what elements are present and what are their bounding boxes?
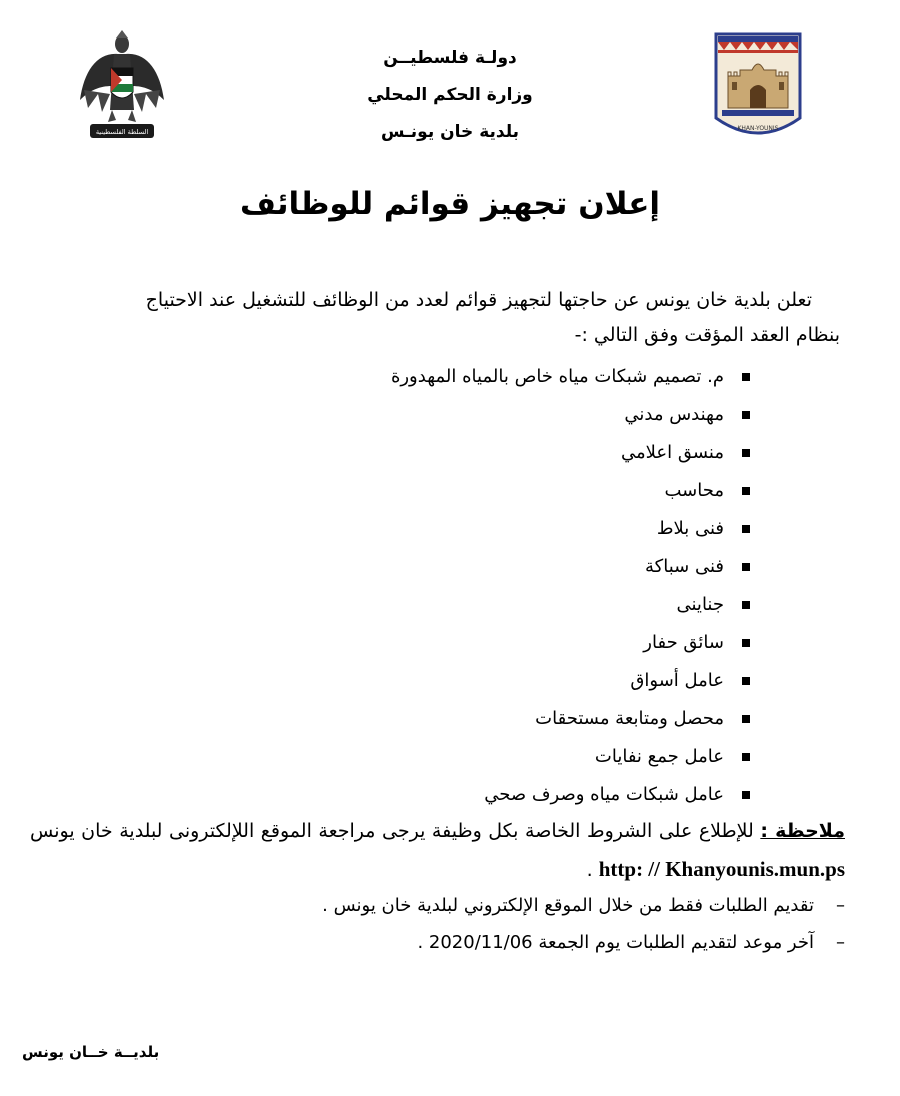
job-item <box>250 548 750 586</box>
square-bullet-icon <box>742 525 750 533</box>
job-title: مهندس مدني <box>624 404 724 425</box>
instruction-list <box>145 887 845 961</box>
intro-line-1: تعلن بلدية خان يونس عن حاجتها لتجهيز قوائم لعدد من الوظائف للتشغيل عند الاحتياج <box>145 289 812 311</box>
job-title: م. تصميم شبكات مياه خاص بالمياه المهدورة <box>390 366 724 387</box>
note-paragraph <box>30 812 845 889</box>
job-item <box>250 738 750 776</box>
dash-bullet-icon: – <box>836 895 845 916</box>
square-bullet-icon <box>742 639 750 647</box>
job-item <box>250 776 750 814</box>
job-title: محصل ومتابعة مستحقات <box>535 708 724 729</box>
khan-younis-municipality-emblem <box>712 30 804 148</box>
intro-line-2: بنظام العقد المؤقت وفق التالي :- <box>574 324 840 346</box>
job-item <box>250 586 750 624</box>
job-title: عامل جمع نفايات <box>594 746 724 767</box>
square-bullet-icon <box>742 753 750 761</box>
dash-bullet-icon: – <box>836 932 845 953</box>
square-bullet-icon <box>742 449 750 457</box>
square-bullet-icon <box>742 791 750 799</box>
job-item <box>250 700 750 738</box>
instruction-text: تقديم الطلبات فقط من خلال الموقع الإلكتروني لبلدية خان يونس . <box>322 895 814 916</box>
job-title: جناينى <box>676 594 724 615</box>
note-end: . <box>586 859 593 881</box>
job-item <box>250 396 750 434</box>
instruction-item <box>145 887 845 924</box>
square-bullet-icon <box>742 601 750 609</box>
job-list <box>250 358 750 814</box>
job-item <box>250 510 750 548</box>
letterhead-municipality: بلدية خان يونـس <box>380 122 520 142</box>
instruction-item <box>145 924 845 961</box>
website-link[interactable]: http: // Khanyounis.mun.ps <box>598 857 845 881</box>
square-bullet-icon <box>742 373 750 381</box>
job-item <box>250 662 750 700</box>
letterhead <box>330 40 570 151</box>
letterhead-ministry: وزارة الحكم المحلي <box>367 85 533 105</box>
square-bullet-icon <box>742 715 750 723</box>
job-title: عامل شبكات مياه وصرف صحي <box>484 784 724 805</box>
palestinian-authority-eagle-logo <box>78 30 166 145</box>
job-title: فنى سباكة <box>645 556 724 577</box>
note-label: ملاحظة : <box>760 820 845 842</box>
announcement-title: إعلان تجهيز قوائم للوظائف <box>240 186 660 222</box>
letterhead-state: دولـة فلسطيــن <box>383 48 517 68</box>
intro-paragraph <box>40 283 840 353</box>
square-bullet-icon <box>742 563 750 571</box>
job-item <box>250 358 750 396</box>
job-title: منسق اعلامي <box>621 442 724 463</box>
job-title: سائق حفار <box>643 632 724 653</box>
eagle-banner-text: السلطة الفلسطينية <box>95 128 149 136</box>
square-bullet-icon <box>742 487 750 495</box>
job-title: فنى بلاط <box>656 518 724 539</box>
square-bullet-icon <box>742 411 750 419</box>
job-item <box>250 472 750 510</box>
square-bullet-icon <box>742 677 750 685</box>
job-item <box>250 624 750 662</box>
note-text: للإطلاع على الشروط الخاصة بكل وظيفة يرجى مراجعة الموقع اللإلكترونى لبلدية خان يونس <box>30 820 754 842</box>
emblem-caption: KHAN-YOUNIS <box>737 125 779 132</box>
job-item <box>250 434 750 472</box>
footer-signature: بلديــة خــان يونس <box>22 1043 160 1061</box>
instruction-text: آخر موعد لتقديم الطلبات يوم الجمعة 2020/11/06 . <box>417 932 814 953</box>
job-title: عامل أسواق <box>630 670 724 691</box>
job-title: محاسب <box>664 480 724 501</box>
